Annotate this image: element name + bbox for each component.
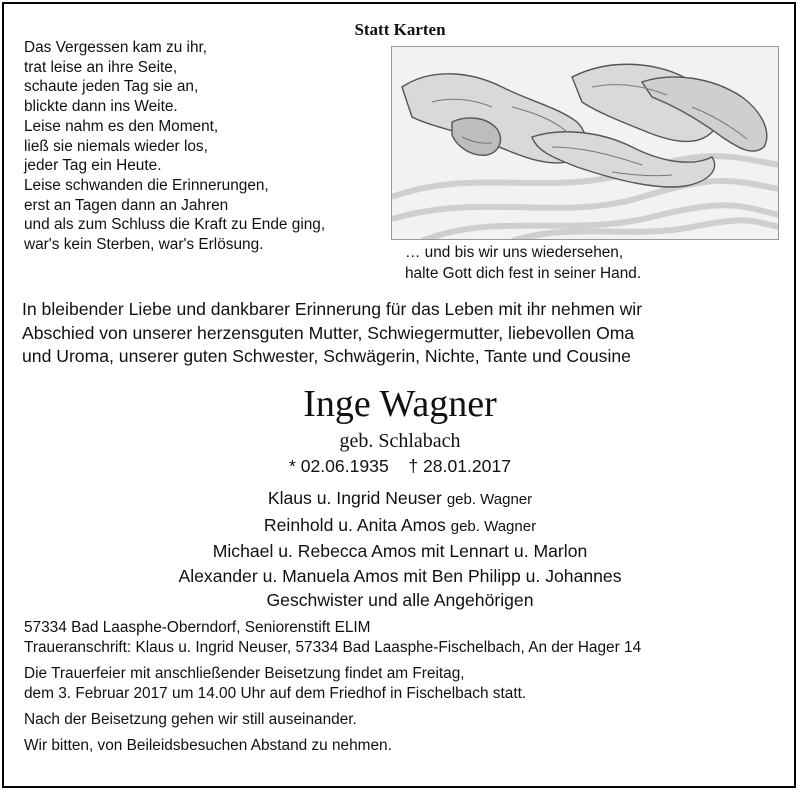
quote-line: … und bis wir uns wiedersehen,	[405, 244, 624, 261]
intro-line: In bleibender Liebe und dankbarer Erinnerung für das Leben mit ihr nehmen wir	[22, 299, 643, 319]
mourner-line: Geschwister und alle Angehörigen	[266, 590, 534, 610]
deceased-name: Inge Wagner	[303, 383, 497, 425]
hands-sketch-image	[392, 47, 779, 240]
intro-line: und Uroma, unserer guten Schwester, Schwägerin, Nichte, Tante und Cousine	[22, 346, 631, 366]
mourner-line: Michael u. Rebecca Amos mit Lennart u. Marlon	[212, 541, 588, 561]
quote-line: halte Gott dich fest in seiner Hand.	[405, 264, 642, 282]
farewell-quote	[405, 243, 641, 284]
mourning-address-line: Traueranschrift: Klaus u. Ingrid Neuser, 57334 Bad Laasphe-Fischelbach, An der Hager 14	[24, 639, 642, 656]
poem-line: schaute jeden Tag sie an,	[24, 78, 199, 96]
birth-name: geb. Schlabach	[339, 430, 461, 452]
poem	[24, 38, 325, 255]
birth-date: * 02.06.1935	[288, 456, 389, 476]
ceremony-line: Die Trauerfeier mit anschließender Beisetzung findet am Freitag,	[24, 665, 465, 682]
poem-line: und als zum Schluss die Kraft zu Ende ging,	[24, 216, 326, 234]
notice-header: Statt Karten	[354, 20, 446, 39]
intro-line: Abschied von unserer herzensguten Mutter, Schwiegermutter, liebevollen Oma	[22, 322, 635, 343]
after-burial-line: Nach der Beisetzung gehen wir still auseinander.	[24, 711, 357, 728]
poem-line: erst an Tagen dann an Jahren	[24, 196, 229, 214]
funeral-info	[24, 618, 641, 756]
mourner-line: Alexander u. Manuela Amos mit Ben Philipp u. Johannes	[178, 565, 622, 586]
address-line: 57334 Bad Laasphe-Oberndorf, Seniorenstift ELIM	[24, 619, 371, 636]
hands-photo	[391, 46, 779, 240]
life-dates	[0, 456, 800, 477]
poem-line: blickte dann ins Weite.	[24, 98, 178, 116]
poem-line: Leise nahm es den Moment,	[24, 117, 219, 135]
poem-line: Leise schwanden die Erinnerungen,	[24, 176, 269, 194]
mourner-line	[0, 513, 800, 540]
poem-line: Das Vergessen kam zu ihr,	[24, 39, 208, 56]
mourner-line	[0, 486, 800, 513]
ceremony-line: dem 3. Februar 2017 um 14.00 Uhr auf dem Friedhof in Fischelbach statt.	[24, 685, 527, 702]
mourners-list	[0, 486, 800, 613]
poem-line: trat leise an ihre Seite,	[24, 58, 178, 76]
condolence-request-line: Wir bitten, von Beileidsbesuchen Abstand zu nehmen.	[24, 737, 392, 754]
mourner-names: Klaus u. Ingrid Neuser	[267, 488, 442, 508]
poem-line: war's kein Sterben, war's Erlösung.	[24, 236, 264, 254]
death-date: † 28.01.2017	[408, 456, 512, 476]
mourner-names: Reinhold u. Anita Amos	[263, 514, 446, 535]
poem-line: jeder Tag ein Heute.	[24, 157, 162, 175]
mourner-note: geb. Wagner	[450, 517, 537, 535]
intro-text	[22, 298, 642, 369]
poem-line: ließ sie niemals wieder los,	[24, 137, 208, 155]
mourner-note: geb. Wagner	[446, 491, 533, 508]
